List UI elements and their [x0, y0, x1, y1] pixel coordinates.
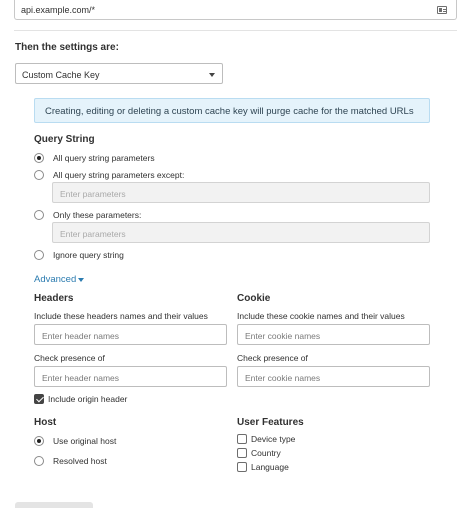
radio-label: Use original host: [53, 436, 117, 446]
checkbox-label: Language: [251, 461, 289, 472]
include-cookies-label: Include these cookie names and their values: [237, 311, 405, 321]
except-parameters-input[interactable]: [52, 182, 430, 203]
device-type-checkbox[interactable]: [237, 433, 295, 444]
input-placeholder: Enter parameters: [60, 189, 126, 199]
radio-button[interactable]: [34, 153, 44, 163]
include-cookies-input[interactable]: [237, 324, 430, 345]
chevron-down-icon: [209, 73, 215, 77]
query-string-title: Query String: [34, 134, 95, 145]
check-cookies-input[interactable]: [237, 366, 430, 387]
radio-use-original-host[interactable]: [34, 435, 116, 447]
checkbox-label: Country: [251, 447, 281, 458]
radio-label: All query string parameters: [53, 153, 155, 163]
card-icon[interactable]: [437, 6, 447, 14]
radio-resolved-host[interactable]: [34, 455, 107, 467]
settings-heading: Then the settings are:: [15, 42, 119, 53]
radio-button[interactable]: [34, 456, 44, 466]
setting-select[interactable]: [15, 63, 223, 84]
check-cookies-label: Check presence of: [237, 353, 308, 363]
country-checkbox[interactable]: [237, 447, 281, 458]
url-pattern-field[interactable]: [14, 0, 457, 20]
setting-select-value: Custom Cache Key: [22, 70, 100, 80]
input-placeholder: Enter cookie names: [245, 331, 321, 341]
radio-label: Only these parameters:: [53, 210, 142, 220]
chevron-down-icon: [78, 278, 84, 282]
checkbox[interactable]: [34, 394, 44, 404]
only-parameters-input[interactable]: [52, 222, 430, 243]
radio-label: All query string parameters except:: [53, 170, 185, 180]
user-features-title: User Features: [237, 417, 304, 428]
checkbox[interactable]: [237, 448, 247, 458]
radio-all-query-params-except[interactable]: [34, 169, 184, 181]
purge-cache-notice: [34, 98, 430, 123]
radio-button[interactable]: [34, 250, 44, 260]
checkbox[interactable]: [237, 462, 247, 472]
cookie-title: Cookie: [237, 293, 271, 304]
radio-label: Resolved host: [53, 456, 107, 466]
host-title: Host: [34, 417, 57, 428]
check-headers-label: Check presence of: [34, 353, 105, 363]
radio-button[interactable]: [34, 210, 44, 220]
radio-all-query-params[interactable]: [34, 152, 155, 164]
checkbox-label: Include origin header: [48, 393, 128, 404]
radio-label: Ignore query string: [53, 250, 124, 260]
check-headers-input[interactable]: [34, 366, 227, 387]
radio-only-these-params[interactable]: [34, 209, 141, 221]
headers-title: Headers: [34, 293, 74, 304]
checkbox[interactable]: [237, 434, 247, 444]
radio-button[interactable]: [34, 436, 44, 446]
input-placeholder: Enter parameters: [60, 229, 126, 239]
advanced-label: Advanced: [34, 274, 77, 285]
save-button[interactable]: [15, 502, 93, 508]
input-placeholder: Enter header names: [42, 373, 120, 383]
advanced-toggle[interactable]: [34, 274, 84, 285]
checkbox-label: Device type: [251, 433, 296, 444]
include-headers-label: Include these headers names and their values: [34, 311, 208, 321]
url-pattern-value: api.example.com/*: [21, 5, 96, 15]
input-placeholder: Enter header names: [42, 331, 120, 341]
divider: [14, 30, 457, 31]
radio-ignore-query-string[interactable]: [34, 249, 124, 261]
include-origin-header-checkbox[interactable]: [34, 393, 127, 404]
purge-cache-notice-text: Creating, editing or deleting a custom cache key will purge cache for the matched URLs: [45, 106, 414, 117]
language-checkbox[interactable]: [237, 461, 289, 472]
input-placeholder: Enter cookie names: [245, 373, 321, 383]
include-headers-input[interactable]: [34, 324, 227, 345]
radio-button[interactable]: [34, 170, 44, 180]
